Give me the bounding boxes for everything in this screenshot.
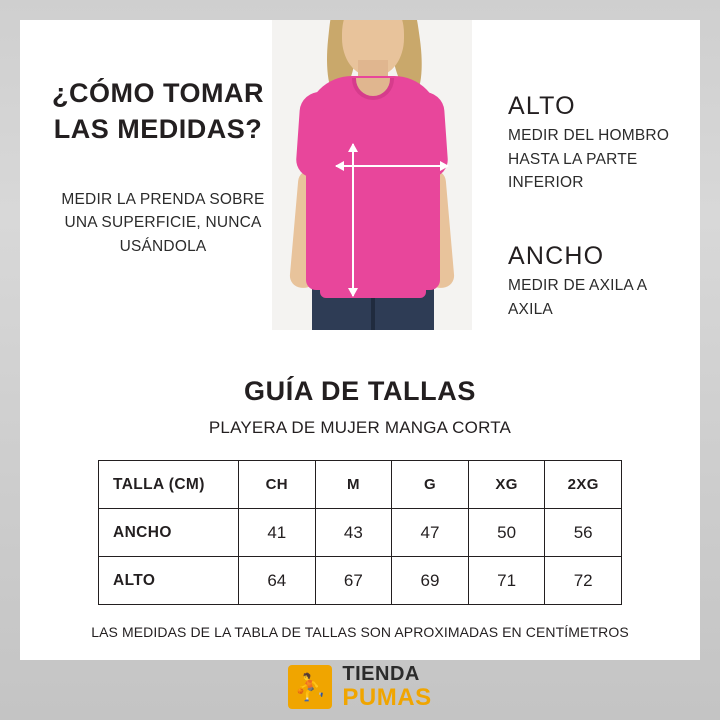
cell-ancho-2xg: 56 bbox=[545, 509, 622, 557]
puma-mark-icon bbox=[288, 665, 332, 709]
cell-alto-xg: 71 bbox=[468, 557, 545, 605]
alto-description: MEDIR DEL HOMBRO HASTA LA PARTE INFERIOR bbox=[508, 127, 670, 192]
header-talla: TALLA (CM) bbox=[99, 461, 239, 509]
size-guide-card bbox=[20, 20, 700, 660]
table-footnote: LAS MEDIDAS DE LA TABLA DE TALLAS SON APROXIMADAS EN CENTÍMETROS bbox=[91, 624, 629, 640]
measure-note: MEDIR LA PRENDA SOBRE UNA SUPERFICIE, NUNCA USÁNDOLA bbox=[61, 191, 265, 255]
row-label-ancho: ANCHO bbox=[99, 509, 239, 557]
model-photo bbox=[272, 20, 472, 330]
jeans-seam bbox=[371, 298, 375, 330]
row-label-alto: ALTO bbox=[99, 557, 239, 605]
cell-ancho-xg: 50 bbox=[468, 509, 545, 557]
guide-title: GUÍA DE TALLAS bbox=[244, 376, 476, 406]
header-xg: XG bbox=[468, 461, 545, 509]
puma-glyph: ⛹ bbox=[294, 672, 327, 702]
cell-alto-2xg: 72 bbox=[545, 557, 622, 605]
ancho-title: ANCHO bbox=[508, 242, 605, 270]
table-row bbox=[99, 509, 622, 557]
brand-line-2: PUMAS bbox=[342, 684, 432, 711]
cell-ancho-ch: 41 bbox=[239, 509, 316, 557]
header-m: M bbox=[315, 461, 392, 509]
ancho-description: MEDIR DE AXILA A AXILA bbox=[508, 277, 647, 318]
shirt-body bbox=[320, 108, 426, 298]
top-section bbox=[20, 20, 700, 330]
alto-title: ALTO bbox=[508, 92, 576, 120]
header-2xg: 2XG bbox=[545, 461, 622, 509]
cell-alto-g: 69 bbox=[392, 557, 469, 605]
table-header-row bbox=[99, 461, 622, 509]
brand-wordmark bbox=[342, 664, 431, 710]
cell-alto-m: 67 bbox=[315, 557, 392, 605]
header-g: G bbox=[392, 461, 469, 509]
brand-line-1: TIENDA bbox=[342, 663, 420, 685]
cell-ancho-m: 43 bbox=[315, 509, 392, 557]
cell-alto-ch: 64 bbox=[239, 557, 316, 605]
brand-logo bbox=[0, 660, 720, 714]
size-table bbox=[98, 460, 622, 605]
header-ch: CH bbox=[239, 461, 316, 509]
guide-subtitle: PLAYERA DE MUJER MANGA CORTA bbox=[208, 418, 512, 437]
table-row bbox=[99, 557, 622, 605]
height-arrow-icon bbox=[352, 144, 354, 296]
page-title: ¿CÓMO TOMAR LAS MEDIDAS? bbox=[52, 78, 264, 144]
cell-ancho-g: 47 bbox=[392, 509, 469, 557]
